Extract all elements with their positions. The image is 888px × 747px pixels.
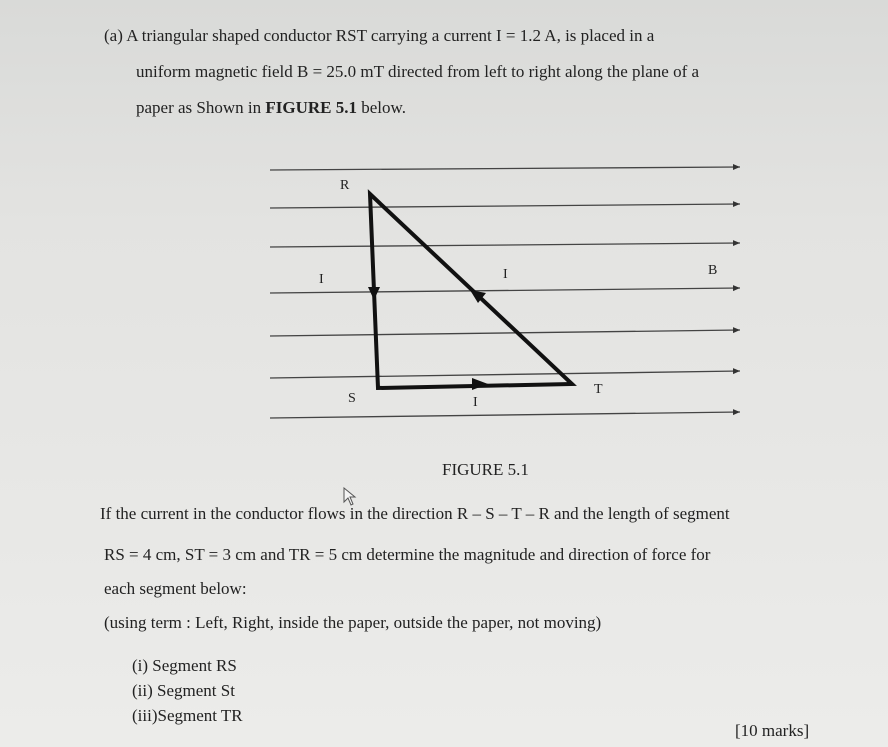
field-line-4 [270, 288, 740, 293]
current-arrow-st [472, 378, 488, 390]
field-line-1 [270, 167, 740, 170]
field-line-2 [270, 204, 740, 208]
field-line-3 [270, 243, 740, 247]
label-r: R [340, 178, 350, 193]
label-i-tr: I [503, 267, 508, 282]
intro-line-2: uniform magnetic field B = 25.0 mT directed from left to right along the plane of a [136, 62, 700, 81]
intro-line-1: (a) A triangular shaped conductor RST carrying a current I = 1.2 A, is placed in a [104, 26, 655, 45]
label-i-rs: I [319, 272, 324, 287]
current-value: I = 1.2 A [495, 26, 557, 45]
body-line-3: each segment below: [104, 579, 247, 598]
item-segment-rs: (i) Segment RS [132, 656, 237, 675]
label-b: B [708, 263, 718, 278]
part-label: (a) [104, 26, 123, 45]
field-value: B = 25.0 mT [296, 62, 384, 81]
field-line-7 [270, 412, 740, 418]
figure-5-1-diagram [262, 160, 752, 430]
current-arrow-rs [368, 287, 380, 300]
label-i-st: I [473, 395, 478, 410]
marks-label: [10 marks] [735, 721, 810, 740]
item-segment-st: (ii) Segment St [132, 681, 235, 700]
field-line-6 [270, 371, 740, 378]
field-line-5 [270, 330, 740, 336]
body-line-2: RS = 4 cm, ST = 3 cm and TR = 5 cm determine the magnitude and direction of force for [104, 545, 711, 564]
figure-caption: FIGURE 5.1 [442, 460, 529, 479]
item-segment-tr: (iii)Segment TR [132, 706, 243, 725]
label-s: S [348, 391, 356, 406]
figure-reference: FIGURE 5.1 [265, 98, 357, 117]
hint-line: (using term : Left, Right, inside the paper, outside the paper, not moving) [104, 613, 602, 632]
intro-line-3: paper as Shown in FIGURE 5.1 below. [136, 98, 406, 117]
body-line-1: If the current in the conductor flows in the direction R – S – T – R and the length of segment [100, 504, 730, 523]
label-t: T [594, 382, 603, 397]
